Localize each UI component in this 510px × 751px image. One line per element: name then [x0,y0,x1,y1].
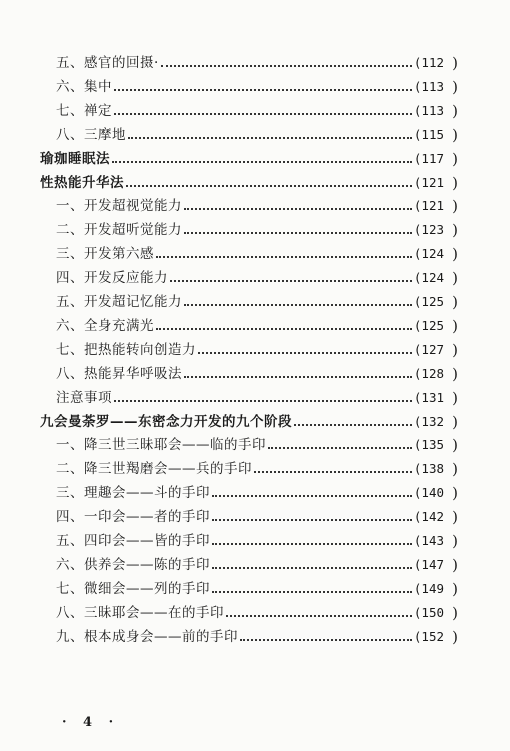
toc-entry [56,313,458,335]
close-paren: ) [452,245,458,264]
dot-leader [114,89,412,91]
toc-entry-page: (113 [413,102,444,118]
toc-entry-title: 六、集中 [56,78,112,95]
toc-entry-title: 六、供养会——陈的手印 [56,556,210,573]
toc-entry-title: 九、根本成身会——前的手印 [56,628,238,645]
toc-entry-title: 三、开发第六感 [56,246,154,263]
close-paren: ) [452,316,458,335]
toc-entry-page: (152 [413,628,444,644]
toc-entry-page: (131 [413,389,444,405]
dot-leader [161,65,412,67]
dot-leader [184,232,412,234]
toc-entry-page: (142 [413,509,444,525]
toc-entry-page: (125 [413,294,444,309]
toc-entry-title: 七、微细会——列的手印 [56,580,210,597]
toc-entry [56,337,458,359]
toc-entry-title: 瑜珈睡眠法 [40,150,110,167]
toc-entry-title: 二、降三世羯磨会——兵的手印 [56,461,252,478]
close-paren: ) [452,54,458,72]
toc-entry [40,146,458,168]
toc-entry-title: 性热能升华法 [40,174,124,191]
toc-entry-page: (150 [413,604,444,620]
toc-entry-page: (121 [413,198,444,214]
toc-entry-page: (138 [413,461,444,477]
dot-leader [212,567,412,569]
dot-leader [112,161,412,163]
close-paren: ) [452,364,458,383]
toc-entry-title: 注意事项 [56,389,112,406]
toc-entry [56,528,458,550]
toc-entry [56,74,458,96]
close-paren: ) [452,532,458,550]
toc-entry-page: (121 [413,174,444,190]
toc-entry [56,241,458,264]
close-paren: ) [452,555,458,574]
toc-entry-title: 五、感官的回摄· [56,55,159,71]
toc-entry-page: (149 [413,580,444,596]
dot-leader [128,137,412,139]
dot-leader [212,519,412,521]
close-paren: ) [452,460,458,479]
toc-entry-title: 五、四印会——皆的手印 [56,533,210,549]
close-paren: ) [452,484,458,503]
toc-entry-page: (124 [413,270,444,286]
toc-entry-title: 一、开发超视觉能力 [56,198,182,215]
toc-entry-page: (140 [413,485,444,501]
close-paren: ) [452,412,458,431]
toc-entry [56,193,458,216]
toc-entry-title: 四、开发反应能力 [56,270,168,287]
dot-leader [240,639,412,641]
close-paren: ) [452,627,458,646]
close-paren: ) [452,197,458,216]
toc-entry [56,624,458,646]
toc-entry [56,480,458,503]
dot-leader [184,208,412,210]
toc-entry-title: 八、三摩地 [56,126,126,143]
dot-leader [212,591,412,593]
toc-entry-page: (127 [413,341,444,357]
toc-entry [40,170,458,192]
dot-leader [212,543,412,545]
close-paren: ) [452,149,458,168]
toc-entry [56,289,458,311]
dot-leader [294,424,412,426]
toc-entry [56,456,458,479]
dot-leader [184,376,412,378]
toc-entry-page: (115 [413,126,444,142]
toc-entry-title: 八、热能昇华呼吸法 [56,365,182,382]
toc-entry-title: 七、把热能转向创造力 [56,341,196,358]
dot-leader [226,615,412,617]
dot-leader [170,280,412,282]
dot-leader [126,185,412,187]
toc-entry-title: 五、开发超记忆能力 [56,294,182,310]
close-paren: ) [452,340,458,359]
toc-entry [56,600,458,622]
close-paren: ) [452,269,458,288]
toc-entry [56,385,458,407]
toc-entry-page: (132 [413,413,444,429]
toc-entry-title: 一、降三世三昧耶会——临的手印 [56,437,266,454]
close-paren: ) [452,603,458,622]
toc-entry-title: 九会曼荼罗——东密念力开发的九个阶段 [40,413,292,430]
close-paren: ) [452,579,458,598]
close-paren: ) [452,221,458,240]
toc-entry [56,576,458,598]
toc-entry-page: (123 [413,222,444,238]
toc-entry [56,98,458,120]
close-paren: ) [452,293,458,311]
toc-entry-page: (113 [413,78,444,94]
toc-entry-title: 四、一印会——者的手印 [56,509,210,526]
toc-entry-page: (125 [413,317,444,333]
dot-leader [114,113,412,115]
close-paren: ) [452,388,458,407]
dot-leader [184,304,412,306]
dot-leader [254,471,412,473]
toc-entry [56,361,458,383]
toc-entry-title: 七、禅定 [56,102,112,119]
close-paren: ) [452,436,458,455]
dot-leader [114,400,412,402]
close-paren: ) [452,125,458,144]
dot-leader [268,447,412,449]
toc-entry-title: 三、理趣会——斗的手印 [56,485,210,502]
toc-entry-page: (128 [413,365,444,381]
close-paren: ) [452,508,458,527]
toc-entry [40,409,458,431]
toc-entry [56,217,458,240]
toc-entry-page: (135 [413,437,444,453]
toc-entry-page: (124 [413,246,444,262]
toc-entry-title: 六、全身充满光 [56,317,154,334]
toc-entry [56,504,458,527]
toc-entry [56,552,458,574]
toc-entry [56,50,458,72]
toc-entry-page: (147 [413,556,444,572]
page-number: · 4 · [62,715,120,730]
toc-entry-page: (143 [413,533,444,548]
dot-leader [198,352,412,354]
toc-entry-title: 二、开发超听觉能力 [56,222,182,239]
close-paren: ) [452,101,458,120]
toc-entry [56,122,458,144]
toc-entry-title: 八、三昧耶会——在的手印 [56,604,224,621]
close-paren: ) [452,77,458,96]
dot-leader [156,328,412,330]
close-paren: ) [452,173,458,192]
toc-entry-page: (112 [413,55,444,70]
toc-entry [56,432,458,455]
dot-leader [212,495,412,497]
toc-entry [56,265,458,288]
toc-entry-page: (117 [413,150,444,166]
dot-leader [156,256,412,258]
